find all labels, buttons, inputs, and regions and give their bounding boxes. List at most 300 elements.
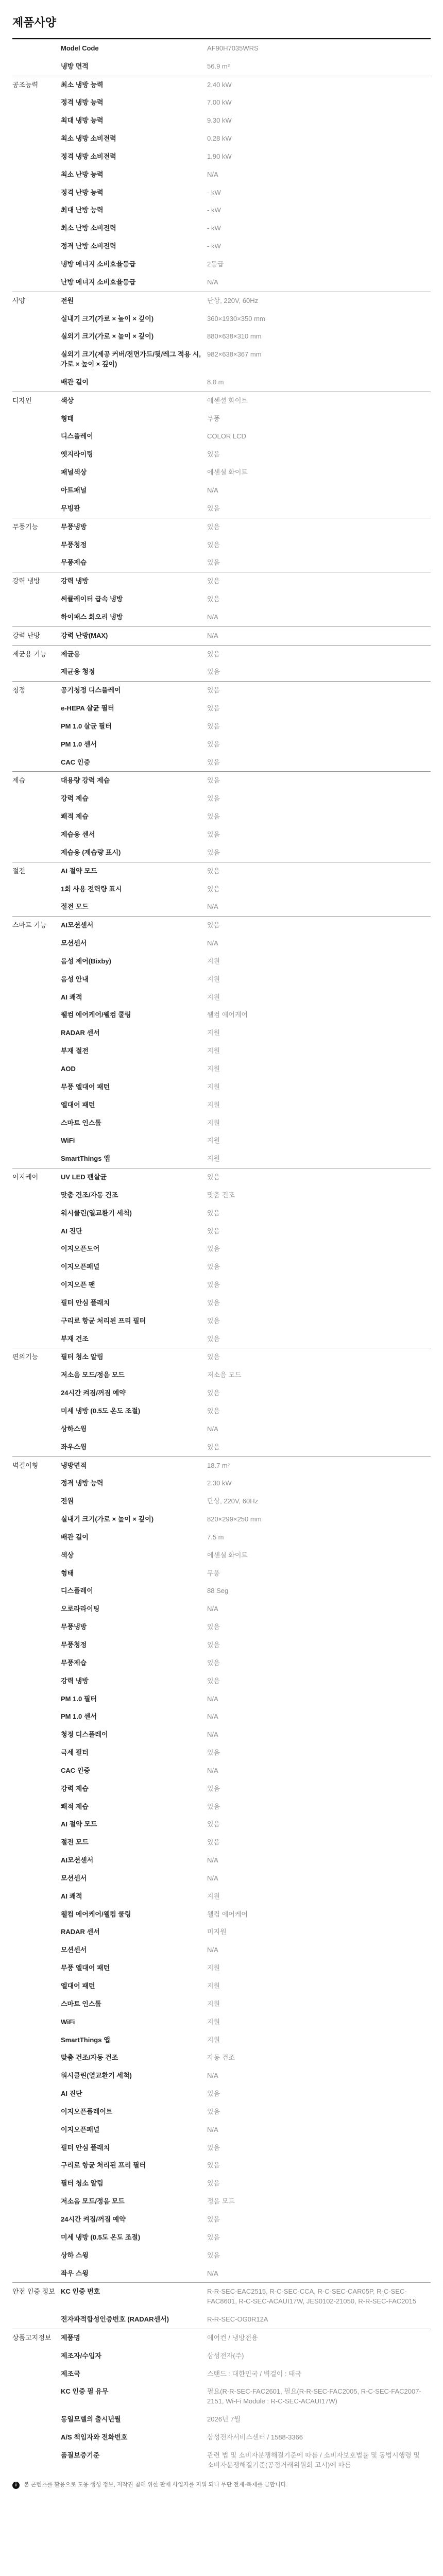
- spec-label: 배관 길이: [61, 1533, 89, 1541]
- spec-category: [12, 2383, 61, 2411]
- spec-row: [12, 1150, 431, 1168]
- spec-category: [12, 1672, 61, 1690]
- spec-label: 냉방 에너지 소비효율등급: [61, 260, 136, 268]
- spec-label: 무풍 엘대어 패턴: [61, 1082, 110, 1091]
- spec-category: [12, 238, 61, 256]
- spec-value: [207, 1366, 431, 1384]
- spec-category: [12, 608, 61, 626]
- spec-row: [12, 2157, 431, 2175]
- spec-category: [12, 1187, 61, 1205]
- spec-row: [12, 1330, 431, 1348]
- spec-row: [12, 1834, 431, 1852]
- spec-value-line: 있음: [207, 2233, 220, 2241]
- spec-value: [207, 808, 431, 826]
- spec-category: [12, 274, 61, 292]
- spec-value-line: 있음: [207, 686, 220, 694]
- spec-category: [12, 2347, 61, 2365]
- spec-value-line: 있음: [207, 595, 220, 603]
- spec-value: [207, 2447, 431, 2475]
- spec-value: [207, 2157, 431, 2175]
- spec-label: 이지오픈패널: [61, 2125, 100, 2133]
- spec-value: [207, 518, 431, 536]
- spec-label: 웰컴 에어케어/웰컴 쿨링: [61, 1910, 131, 1918]
- spec-value-line: 지원: [207, 1064, 220, 1073]
- spec-category: 이지케어: [12, 1168, 61, 1187]
- spec-value-line: 단상, 220V, 60Hz: [207, 296, 259, 304]
- spec-value-line: 지원: [207, 1100, 220, 1109]
- spec-category: [12, 464, 61, 482]
- spec-value-line: 있음: [207, 776, 220, 785]
- spec-value: [207, 500, 431, 518]
- spec-category: [12, 482, 61, 500]
- spec-category: [12, 1384, 61, 1402]
- spec-category: [12, 112, 61, 130]
- spec-category: [12, 790, 61, 808]
- spec-row: [12, 1708, 431, 1726]
- spec-row: [12, 935, 431, 953]
- spec-value-line: 있음: [207, 558, 220, 567]
- spec-category: [12, 446, 61, 464]
- spec-category: [12, 1132, 61, 1150]
- spec-value-line: - kW: [207, 206, 221, 214]
- spec-value: [207, 2229, 431, 2247]
- spec-category: [12, 2229, 61, 2247]
- spec-label: 저소음 모드/정음 모드: [61, 2197, 125, 2206]
- spec-row: [12, 626, 431, 645]
- spec-label: 강력 냉방: [61, 572, 207, 590]
- spec-label: 절전 모드: [61, 903, 89, 911]
- spec-value: [207, 590, 431, 608]
- footer-note: [12, 2481, 431, 2489]
- spec-category: [12, 500, 61, 518]
- spec-value-line: 저소음 모드: [207, 1371, 242, 1379]
- spec-label: 강력 냉방: [61, 1676, 89, 1685]
- spec-label: 패널색상: [61, 468, 87, 477]
- spec-label: 최소 냉방 능력: [61, 76, 207, 94]
- spec-category: [12, 94, 61, 112]
- spec-value-line: 지원: [207, 1982, 220, 1990]
- spec-label: 맞춤 건조/자동 건조: [61, 2054, 118, 2062]
- spec-value-line: 7.5 m: [207, 1533, 224, 1541]
- spec-value-line: 2.40 kW: [207, 80, 232, 89]
- spec-value: [207, 1600, 431, 1618]
- spec-row: [12, 718, 431, 736]
- spec-row: [12, 1223, 431, 1241]
- spec-label: 디스플레이: [61, 1587, 93, 1595]
- spec-category: [12, 2157, 61, 2175]
- spec-label: 좌우 스윙: [61, 2269, 89, 2277]
- spec-row: [12, 184, 431, 202]
- spec-value: [207, 1114, 431, 1132]
- spec-value: [207, 482, 431, 500]
- spec-label: 이지오픈도어: [61, 1245, 100, 1253]
- spec-category: [12, 754, 61, 772]
- spec-row: [12, 663, 431, 681]
- spec-label: 무풍제습: [61, 1658, 87, 1667]
- spec-row: [12, 1312, 431, 1330]
- spec-value: [207, 328, 431, 346]
- spec-label: 냉방 면적: [61, 62, 89, 70]
- spec-value-line: 있음: [207, 1334, 220, 1343]
- spec-category: [12, 1294, 61, 1312]
- spec-label: 동일모델의 출시년월: [61, 2415, 121, 2424]
- spec-row: [12, 880, 431, 899]
- spec-label: 제균용: [61, 645, 207, 663]
- spec-label: 전자파적합성인증번호 (RADAR센서): [61, 2315, 169, 2324]
- spec-value: [207, 1402, 431, 1420]
- spec-row: [12, 754, 431, 772]
- spec-value: [207, 1852, 431, 1870]
- spec-value: [207, 1024, 431, 1042]
- spec-value-line: 에센셜 화이트: [207, 396, 248, 404]
- spec-value: [207, 663, 431, 681]
- spec-row: [12, 1258, 431, 1276]
- spec-value: [207, 1493, 431, 1511]
- spec-label: 아트패널: [61, 486, 87, 494]
- spec-value-line: 있음: [207, 650, 220, 658]
- spec-row: [12, 2365, 431, 2383]
- spec-category: [12, 826, 61, 844]
- spec-value: [207, 1475, 431, 1493]
- spec-value-line: 있음: [207, 1227, 220, 1235]
- spec-value-line: N/A: [207, 278, 218, 286]
- spec-value-line: 지원: [207, 1892, 220, 1900]
- spec-label: 정격 냉방 능력: [61, 98, 104, 107]
- spec-value-line: 982×638×367 mm: [207, 350, 262, 359]
- spec-value: [207, 1276, 431, 1294]
- spec-category: 편의기능: [12, 1348, 61, 1366]
- spec-category: [12, 1529, 61, 1547]
- spec-label: 쾌적 제습: [61, 812, 89, 821]
- spec-row: [12, 2175, 431, 2193]
- spec-category: [12, 1006, 61, 1024]
- spec-value: [207, 2103, 431, 2121]
- spec-label: PM 1.0 센서: [61, 740, 97, 748]
- spec-category: [12, 1834, 61, 1852]
- spec-value-line: 있음: [207, 2215, 220, 2223]
- spec-label: AI 절약 모드: [61, 862, 207, 880]
- spec-value-line: 미지원: [207, 1928, 227, 1936]
- spec-value-line: N/A: [207, 939, 218, 947]
- spec-value-line: 지원: [207, 1999, 220, 2008]
- spec-value-line: N/A: [207, 1605, 218, 1613]
- spec-value-line: 있음: [207, 758, 220, 766]
- spec-label: 쾌적 제습: [61, 1802, 89, 1810]
- spec-label: 엘대어 패턴: [61, 1100, 95, 1109]
- spec-label: 미세 냉방 (0.5도 온도 조절): [61, 1407, 141, 1415]
- spec-row: [12, 1402, 431, 1420]
- spec-row: [12, 736, 431, 754]
- spec-value: [207, 2247, 431, 2265]
- spec-value: [207, 700, 431, 718]
- spec-row: [12, 166, 431, 184]
- spec-label: 정격 냉방 능력: [61, 1479, 104, 1487]
- spec-row: [12, 1456, 431, 1475]
- spec-row: [12, 2383, 431, 2411]
- spec-row: [12, 219, 431, 238]
- spec-table-body: [12, 39, 431, 2474]
- spec-row: [12, 201, 431, 219]
- spec-row: [12, 1600, 431, 1618]
- spec-category: 제습: [12, 772, 61, 790]
- spec-row: [12, 2411, 431, 2429]
- spec-table: [12, 39, 431, 2475]
- spec-value-line: N/A: [207, 1731, 218, 1739]
- spec-category: [12, 1888, 61, 1906]
- spec-value-line: 맞춤 건조: [207, 1191, 235, 1199]
- spec-value-line: 정음 모드: [207, 2197, 235, 2206]
- spec-row: [12, 808, 431, 826]
- spec-row: [12, 1565, 431, 1583]
- spec-value: [207, 346, 431, 374]
- spec-category: [12, 1959, 61, 1977]
- spec-value: [207, 1294, 431, 1312]
- spec-row: [12, 917, 431, 935]
- spec-value: [207, 1618, 431, 1636]
- spec-category: [12, 166, 61, 184]
- spec-value-line: 있음: [207, 1623, 220, 1631]
- spec-row: [12, 2121, 431, 2139]
- spec-label: 좌우스윙: [61, 1443, 87, 1451]
- spec-row: [12, 608, 431, 626]
- spec-category: [12, 2429, 61, 2447]
- spec-value: [207, 1726, 431, 1744]
- spec-category: [12, 1600, 61, 1618]
- spec-value-line: 2026년 7월: [207, 2415, 241, 2424]
- spec-label: 제조자/수입자: [61, 2351, 101, 2360]
- spec-value-line: 삼성전자서비스센터 / 1588-3366: [207, 2433, 303, 2441]
- spec-row: [12, 1240, 431, 1258]
- spec-value: [207, 1348, 431, 1366]
- spec-value-line: 18.7 m²: [207, 1461, 230, 1469]
- spec-value: [207, 682, 431, 700]
- spec-row: [12, 1114, 431, 1132]
- spec-category: [12, 184, 61, 202]
- spec-value: [207, 754, 431, 772]
- spec-label: AI 진단: [61, 1227, 82, 1235]
- spec-value: [207, 76, 431, 94]
- spec-value: [207, 1042, 431, 1060]
- spec-label: 극세 필터: [61, 1749, 89, 1757]
- spec-value: [207, 2347, 431, 2365]
- spec-value-line: 자동 건조: [207, 2054, 235, 2062]
- spec-value-line: 지원: [207, 1964, 220, 1972]
- spec-label: 24시간 켜짐/꺼짐 예약: [61, 2215, 126, 2223]
- spec-row: [12, 274, 431, 292]
- spec-value: [207, 1582, 431, 1600]
- spec-row: [12, 374, 431, 392]
- spec-row: [12, 2193, 431, 2211]
- spec-value-line: 지원: [207, 1047, 220, 1055]
- spec-label: 오로라라이팅: [61, 1605, 100, 1613]
- spec-label: 스마트 인스톨: [61, 1999, 101, 2008]
- spec-row: [12, 572, 431, 590]
- spec-category: [12, 935, 61, 953]
- footer-note-text: 본 콘텐츠를 활용으로 도용 생성 정보, 저작권 침해 위한 판매 사업자를 지워 되니 무단 전재·복제를 금합니다.: [24, 2482, 288, 2488]
- spec-category: [12, 2103, 61, 2121]
- spec-category: [12, 1816, 61, 1834]
- spec-row: [12, 1024, 431, 1042]
- spec-row: [12, 862, 431, 880]
- spec-category: [12, 1870, 61, 1888]
- spec-row: [12, 1511, 431, 1529]
- spec-value-line: 지원: [207, 1118, 220, 1127]
- spec-category: [12, 971, 61, 989]
- spec-value: [207, 1511, 431, 1529]
- spec-category: [12, 2031, 61, 2049]
- spec-value: [207, 2085, 431, 2103]
- spec-label: 무풍청정: [61, 540, 87, 549]
- spec-value-line: 있음: [207, 722, 220, 730]
- spec-row: [12, 790, 431, 808]
- spec-category: [12, 880, 61, 899]
- spec-value: [207, 736, 431, 754]
- spec-row: [12, 1006, 431, 1024]
- spec-value-line: 있음: [207, 867, 220, 875]
- spec-category: [12, 898, 61, 916]
- spec-value: [207, 989, 431, 1007]
- spec-category: [12, 148, 61, 166]
- spec-label: 최대 냉방 능력: [61, 116, 104, 125]
- spec-category: [12, 410, 61, 428]
- spec-category: 스마트 기능: [12, 917, 61, 935]
- spec-row: [12, 1798, 431, 1816]
- page-title: 제품사양: [12, 14, 431, 39]
- spec-row: [12, 2265, 431, 2283]
- spec-value-line: 있음: [207, 522, 220, 531]
- spec-row: [12, 112, 431, 130]
- spec-value: [207, 826, 431, 844]
- spec-value-line: 있음: [207, 540, 220, 549]
- spec-category: [12, 310, 61, 328]
- spec-value-line: 에센셜 화이트: [207, 468, 248, 477]
- spec-label: 모션센서: [61, 939, 87, 947]
- spec-label: AI 쾌적: [61, 993, 82, 1001]
- spec-value-line: 지원: [207, 975, 220, 983]
- spec-value-line: 있음: [207, 2143, 220, 2151]
- spec-value-line: 있음: [207, 1784, 220, 1792]
- spec-row: [12, 2283, 431, 2311]
- spec-label: 제습용 (제습량 표시): [61, 848, 121, 856]
- spec-value: [207, 1078, 431, 1096]
- spec-label: 제습용 센서: [61, 831, 95, 839]
- spec-category: 제균용 기능: [12, 645, 61, 663]
- spec-label: 전원: [61, 292, 207, 310]
- spec-value-line: 스탠드 : 대한민국 / 벽걸이 : 태국: [207, 2369, 302, 2378]
- spec-category: [12, 1762, 61, 1780]
- spec-category: [12, 1223, 61, 1241]
- spec-value: [207, 464, 431, 482]
- spec-value-line: 있음: [207, 577, 220, 585]
- spec-row: [12, 1060, 431, 1078]
- spec-value: [207, 1438, 431, 1456]
- spec-label: KC 인증 필 유무: [61, 2387, 109, 2396]
- spec-label: 필터 안심 플래치: [61, 1298, 110, 1307]
- spec-value: [207, 1060, 431, 1078]
- spec-value: [207, 1798, 431, 1816]
- spec-value-line: 무풍: [207, 1569, 220, 1577]
- spec-row: [12, 310, 431, 328]
- spec-label: 무풍냉방: [61, 1623, 87, 1631]
- spec-value-line: 있음: [207, 848, 220, 856]
- spec-label: 실외기 크기(가로 × 높이 × 깊이): [61, 332, 154, 341]
- spec-row: [12, 2085, 431, 2103]
- spec-value-line: N/A: [207, 2125, 218, 2133]
- spec-category: [12, 844, 61, 862]
- spec-label: 상하 스윙: [61, 2251, 89, 2259]
- spec-label: 하이패스 회오리 냉방: [61, 613, 123, 621]
- spec-row: [12, 1132, 431, 1150]
- spec-value-line: 9.30 kW: [207, 116, 232, 125]
- spec-category: [12, 1276, 61, 1294]
- spec-category: 디자인: [12, 392, 61, 410]
- spec-category: [12, 1024, 61, 1042]
- spec-label: 강력 제습: [61, 794, 89, 803]
- spec-label: 디스플레이: [61, 432, 93, 440]
- spec-row: [12, 1420, 431, 1438]
- spec-value: [207, 1834, 431, 1852]
- spec-value-line: 있음: [207, 1443, 220, 1451]
- spec-value-line: 88 Seg: [207, 1587, 229, 1595]
- spec-value-line: COLOR LCD: [207, 432, 246, 440]
- spec-label: RADAR 센서: [61, 1029, 100, 1037]
- spec-label: KC 인증 번호: [61, 2283, 207, 2311]
- spec-value-line: 있음: [207, 1316, 220, 1325]
- spec-label: 부재 절전: [61, 1047, 89, 1055]
- spec-row: [12, 1547, 431, 1565]
- spec-row: [12, 1366, 431, 1384]
- spec-category: [12, 256, 61, 274]
- spec-category: [12, 1438, 61, 1456]
- spec-category: [12, 2193, 61, 2211]
- spec-category: [12, 346, 61, 374]
- spec-value-line: - kW: [207, 188, 221, 196]
- spec-row: [12, 1672, 431, 1690]
- spec-value: [207, 256, 431, 274]
- spec-value: [207, 166, 431, 184]
- spec-category: [12, 2085, 61, 2103]
- spec-value: [207, 1672, 431, 1690]
- spec-value: [207, 554, 431, 572]
- spec-label: 형태: [61, 414, 74, 422]
- spec-value-line: 7.00 kW: [207, 98, 232, 107]
- spec-value: [207, 2031, 431, 2049]
- spec-value: [207, 1006, 431, 1024]
- spec-row: [12, 536, 431, 554]
- spec-value: [207, 374, 431, 392]
- spec-category: 강력 냉방: [12, 572, 61, 590]
- spec-row: [12, 1475, 431, 1493]
- spec-label: 상하스윙: [61, 1425, 87, 1433]
- spec-category: [12, 700, 61, 718]
- spec-row: [12, 256, 431, 274]
- spec-category: [12, 219, 61, 238]
- spec-value: [207, 1205, 431, 1223]
- spec-value: [207, 392, 431, 410]
- spec-label: UV LED 팬살균: [61, 1168, 207, 1187]
- spec-row: [12, 1780, 431, 1798]
- spec-label: 제균용 청정: [61, 668, 95, 676]
- spec-label: 형태: [61, 1569, 74, 1577]
- spec-category: [12, 1636, 61, 1654]
- spec-value: [207, 935, 431, 953]
- spec-row: [12, 1168, 431, 1187]
- spec-value-line: 있음: [207, 1640, 220, 1649]
- spec-value: [207, 1690, 431, 1708]
- spec-category: [12, 1366, 61, 1384]
- spec-value: [207, 2121, 431, 2139]
- spec-row: [12, 1636, 431, 1654]
